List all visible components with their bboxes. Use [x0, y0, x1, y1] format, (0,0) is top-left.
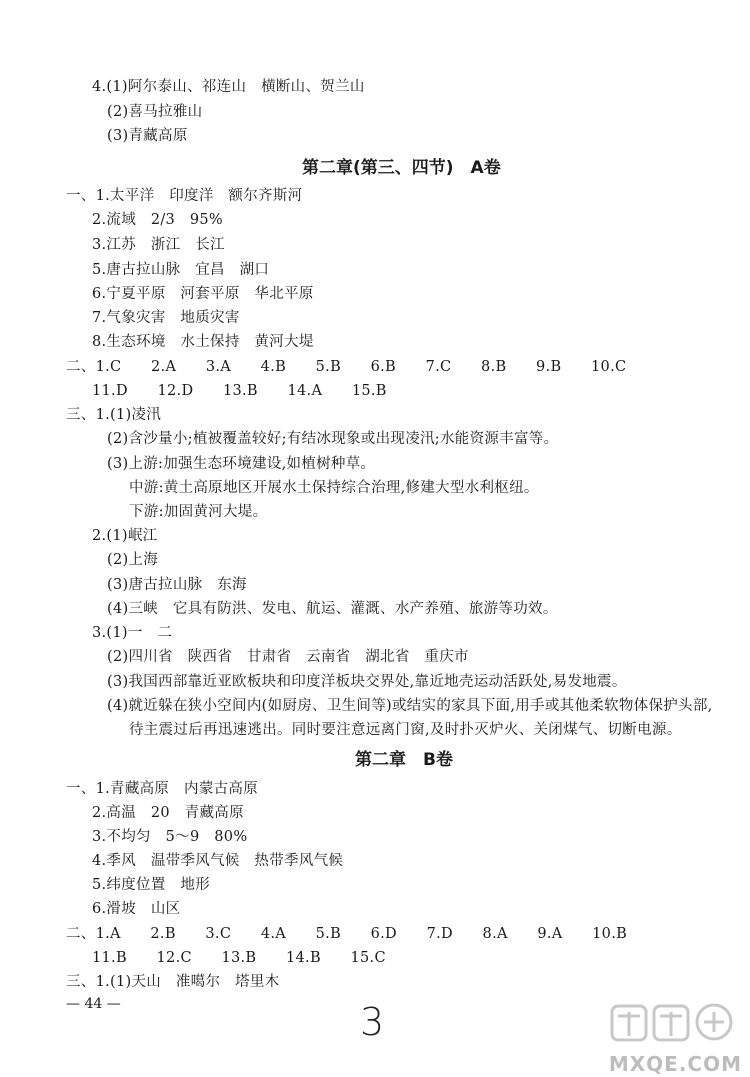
answer-line: 三、1.(1)凌汛 [66, 407, 162, 423]
answer-line: 5.纬度位置 地形 [92, 877, 211, 893]
answer-line: 2.流域 2/3 95% [92, 212, 223, 228]
answer-line: 11.D 12.D 13.B 14.A 15.B [92, 383, 387, 399]
answer-line: (3)我国西部靠近亚欧板块和印度洋板块交界处,靠近地壳运动活跃处,易发地震。 [107, 674, 627, 690]
section-heading: 第二章(第三、四节) A卷 [302, 158, 501, 178]
answer-line: 2.高温 20 青藏高原 [92, 805, 244, 821]
answer-line: 11.B 12.C 13.B 14.B 15.C [92, 950, 386, 966]
answer-line: (4)就近躲在狭小空间内(如厨房、卫生间等)或结实的家具下面,用手或其他柔软物体保护头部, [107, 698, 713, 714]
section-heading: 第二章 B卷 [355, 750, 453, 770]
answer-line: (3)青藏高原 [107, 128, 188, 144]
answer-line: 二、1.A 2.B 3.C 4.A 5.B 6.D 7.D 8.A 9.A 10.B [66, 926, 628, 942]
answer-line: 待主震过后再迅速逃出。同时要注意远离门窗,及时扑灭炉火、关闭煤气、切断电源。 [129, 722, 682, 738]
answer-line: 2.(1)岷江 [92, 528, 158, 544]
answer-line: 一、1.青藏高原 内蒙古高原 [66, 781, 259, 797]
answer-line: 5.唐古拉山脉 宜昌 湖口 [92, 262, 270, 278]
answer-line: 3.不均匀 5～9 80% [92, 829, 248, 845]
answer-line: (3)唐古拉山脉 东海 [107, 577, 247, 593]
answer-line: (3)上游:加强生态环境建设,如植树种草。 [107, 456, 376, 472]
answer-line: (4)三峡 它具有防洪、发电、航运、灌溉、水产养殖、旅游等功效。 [107, 601, 558, 617]
answer-line: 7.气象灾害 地质灾害 [92, 310, 240, 326]
answer-line: 4.(1)阿尔泰山、祁连山 横断山、贺兰山 [92, 79, 365, 95]
answer-line: 3.江苏 浙江 长江 [92, 237, 225, 253]
answer-line: 6.滑坡 山区 [92, 901, 181, 917]
answer-line: 4.季风 温带季风气候 热带季风气候 [92, 853, 344, 869]
answer-line: 8.生态环境 水土保持 黄河大堤 [92, 334, 314, 350]
answer-line: (2)上海 [107, 552, 159, 568]
answer-line: (2)喜马拉雅山 [107, 104, 203, 120]
answer-line: 6.宁夏平原 河套平原 华北平原 [92, 286, 314, 302]
answer-line: 中游:黄土高原地区开展水土保持综合治理,修建大型水利枢纽。 [129, 480, 539, 496]
answer-line: 下游:加固黄河大堤。 [129, 504, 268, 520]
watermark-text: MXQE.COM [608, 1052, 742, 1076]
answer-line: 二、1.C 2.A 3.A 4.B 5.B 6.B 7.C 8.B 9.B 10.C [66, 359, 627, 375]
answer-line: (2)含沙量小;植被覆盖较好;有结冰现象或出现凌汛;水能资源丰富等。 [107, 431, 559, 447]
answer-line: 3.(1)一 二 [92, 625, 173, 641]
answer-line: 三、1.(1)天山 准噶尔 塔里木 [66, 974, 280, 990]
answer-line: 一、1.太平洋 印度洋 额尔齐斯河 [66, 188, 303, 204]
page-number: — 44 — [66, 996, 121, 1012]
answer-line: (2)四川省 陕西省 甘肃省 云南省 湖北省 重庆市 [107, 649, 469, 665]
handwritten-mark: 3 [360, 1000, 385, 1044]
